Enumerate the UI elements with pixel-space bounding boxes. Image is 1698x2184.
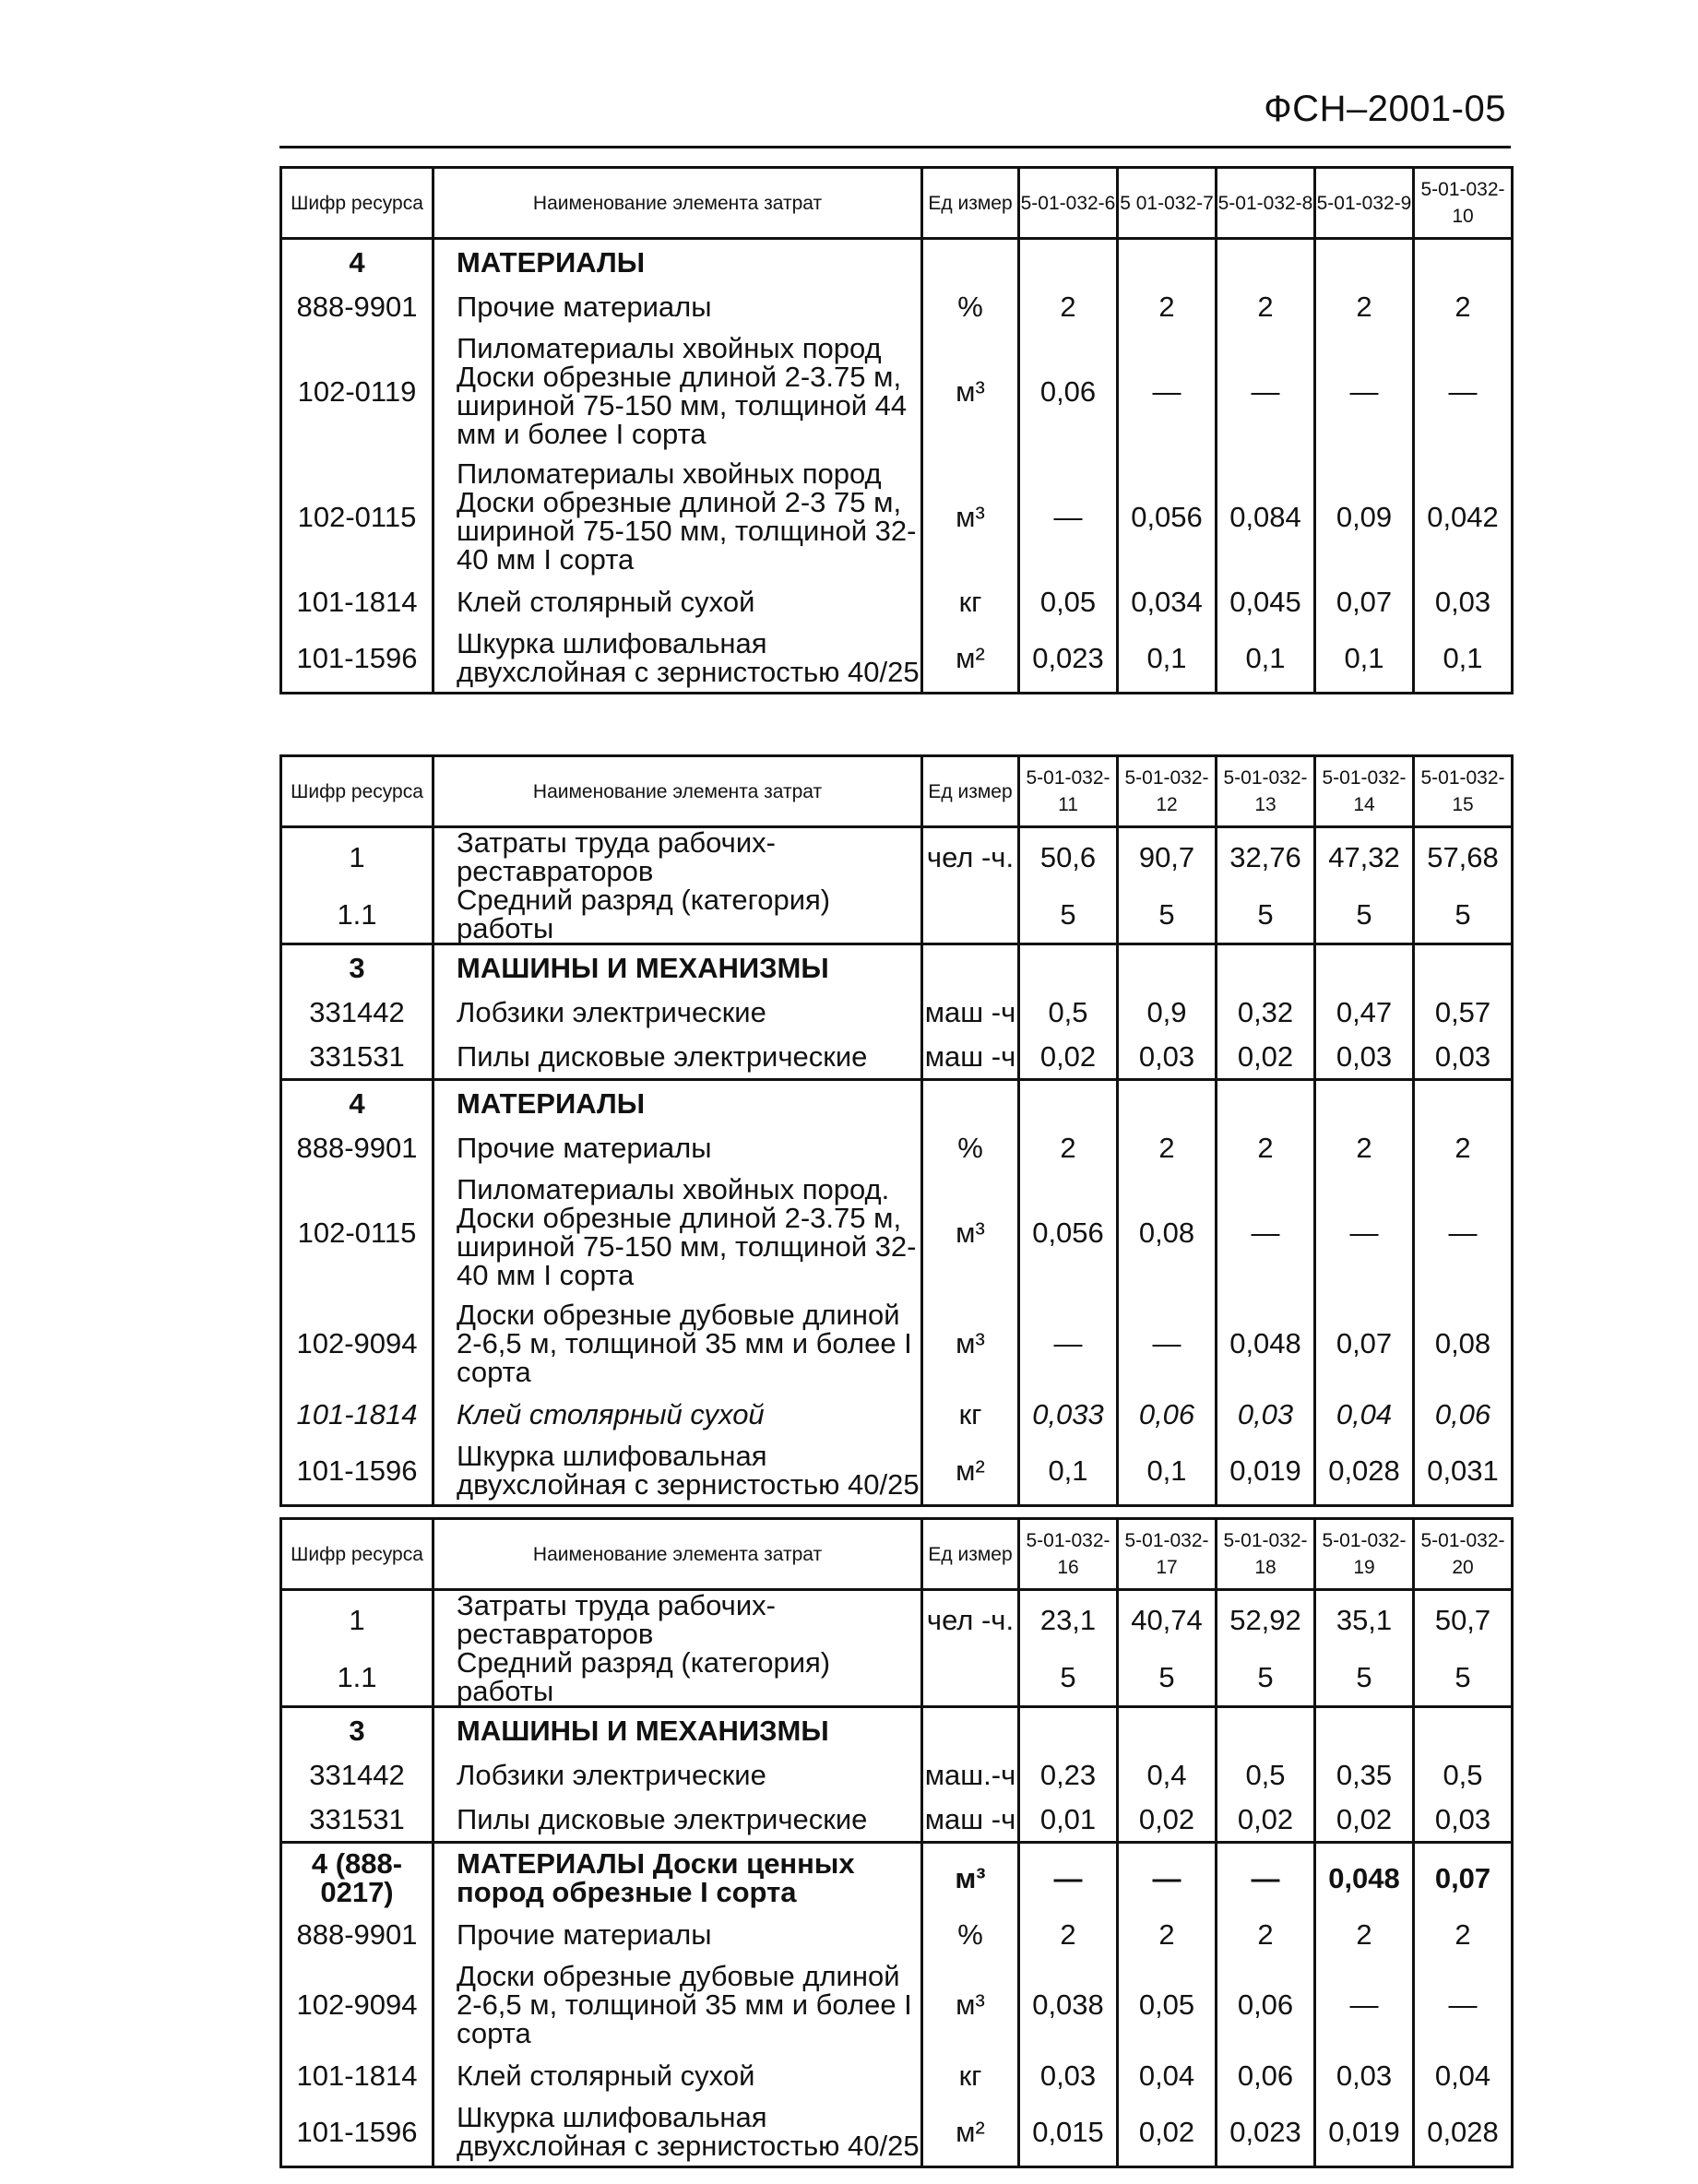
resource-code: 331531	[281, 1034, 433, 1080]
resource-code: 102-0119	[281, 328, 433, 454]
header-code: Шифр ресурса	[281, 168, 433, 239]
resource-name: Шкурка шлифовальная двухслойная с зернистостью 40/25	[433, 2097, 922, 2167]
table-row	[281, 1436, 1513, 1506]
norm-value: 0,03	[1414, 579, 1513, 623]
resource-code: 1	[281, 1590, 433, 1649]
unit-of-measure: м²	[922, 623, 1019, 694]
resource-code: 331442	[281, 990, 433, 1034]
unit-of-measure: маш -ч	[922, 990, 1019, 1034]
resource-code: 102-0115	[281, 454, 433, 579]
header-column-code: 5-01-032-11	[1019, 756, 1118, 827]
resource-code: 101-1596	[281, 623, 433, 694]
resource-name: Шкурка шлифовальная двухслойная с зернистостью 40/25	[433, 1436, 922, 1506]
norm-value: 0,1	[1217, 623, 1315, 694]
norm-value: 0,03	[1118, 1034, 1217, 1080]
norm-value	[1118, 944, 1217, 991]
norm-value: 0,06	[1019, 328, 1118, 454]
norm-value: 50,7	[1414, 1590, 1513, 1649]
table-row	[281, 1843, 1513, 1913]
norm-value: 0,32	[1217, 990, 1315, 1034]
resource-code: 3	[281, 944, 433, 991]
resource-name: Прочие материалы	[433, 284, 922, 328]
norm-value: —	[1118, 328, 1217, 454]
header-column-code: 5-01-032-18	[1217, 1519, 1315, 1590]
unit-of-measure: м³	[922, 328, 1019, 454]
table-row	[281, 1956, 1513, 2053]
norm-value	[1217, 1080, 1315, 1126]
norm-value: 0,03	[1315, 1034, 1414, 1080]
unit-of-measure: кг	[922, 2053, 1019, 2097]
header-column-code: 5-01-032-10	[1414, 168, 1513, 239]
norm-value: 0,04	[1414, 2053, 1513, 2097]
resource-name: Клей столярный сухой	[433, 579, 922, 623]
resource-code: 888-9901	[281, 284, 433, 328]
resource-name: Затраты труда рабочих-реставраторов	[433, 827, 922, 886]
norm-value: 0,47	[1315, 990, 1414, 1034]
norm-value: 0,015	[1019, 2097, 1118, 2167]
norm-value: 52,92	[1217, 1590, 1315, 1649]
norm-value: 0,02	[1019, 1034, 1118, 1080]
table-row	[281, 827, 1513, 886]
norm-value: 0,5	[1217, 1752, 1315, 1797]
resource-code: 101-1814	[281, 2053, 433, 2097]
norm-value: —	[1217, 1169, 1315, 1295]
norm-value: 2	[1414, 1125, 1513, 1169]
norm-value: 35,1	[1315, 1590, 1414, 1649]
header-column-code: 5-01-032-8	[1217, 168, 1315, 239]
norm-value: 5	[1414, 885, 1513, 944]
unit-of-measure	[922, 944, 1019, 991]
header-code: Шифр ресурса	[281, 1519, 433, 1590]
norm-value	[1019, 1080, 1118, 1126]
unit-of-measure: м²	[922, 1436, 1019, 1506]
resource-table-1	[279, 166, 1514, 694]
norm-value: 0,03	[1019, 2053, 1118, 2097]
norm-value: 0,084	[1217, 454, 1315, 579]
norm-value: 5	[1118, 885, 1217, 944]
table-row	[281, 885, 1513, 944]
norm-value: 2	[1315, 284, 1414, 328]
norm-value	[1019, 239, 1118, 285]
norm-value: 0,04	[1118, 2053, 1217, 2097]
table-row	[281, 284, 1513, 328]
table-row	[281, 1912, 1513, 1956]
table-row	[281, 1034, 1513, 1080]
norm-value	[1118, 239, 1217, 285]
resource-code: 101-1814	[281, 579, 433, 623]
resource-table-2	[279, 754, 1514, 1507]
norm-value: —	[1019, 1295, 1118, 1392]
norm-value: 0,1	[1414, 623, 1513, 694]
resource-code: 1.1	[281, 885, 433, 944]
table-row	[281, 990, 1513, 1034]
norm-value: 0,023	[1019, 623, 1118, 694]
norm-value: 0,02	[1217, 1034, 1315, 1080]
resource-name: Прочие материалы	[433, 1125, 922, 1169]
norm-value: 0,056	[1118, 454, 1217, 579]
unit-of-measure	[922, 1080, 1019, 1126]
norm-value: 0,07	[1315, 579, 1414, 623]
norm-value: 90,7	[1118, 827, 1217, 886]
norm-value: 0,05	[1019, 579, 1118, 623]
table-row	[281, 2053, 1513, 2097]
resource-name: Пиломатериалы хвойных пород. Доски обрезные длиной 2-3.75 м, шириной 75-150 мм, толщиной 32-40 мм I сорта	[433, 1169, 922, 1295]
norm-value: 2	[1118, 284, 1217, 328]
unit-of-measure: м³	[922, 454, 1019, 579]
norm-value: 0,03	[1315, 2053, 1414, 2097]
header-column-code: 5-01-032-19	[1315, 1519, 1414, 1590]
header-name: Наименование элемента затрат	[433, 1519, 922, 1590]
table-row	[281, 623, 1513, 694]
norm-value: —	[1217, 1843, 1315, 1913]
norm-value: 2	[1217, 1912, 1315, 1956]
norm-value: 0,048	[1315, 1843, 1414, 1913]
table-row	[281, 328, 1513, 454]
norm-value: 0,07	[1414, 1843, 1513, 1913]
table-row	[281, 239, 1513, 285]
norm-value: 2	[1414, 1912, 1513, 1956]
norm-value: 47,32	[1315, 827, 1414, 886]
resource-name: Доски обрезные дубовые длиной 2-6,5 м, толщиной 35 мм и более I сорта	[433, 1956, 922, 2053]
resource-code: 1.1	[281, 1648, 433, 1707]
norm-value: 0,04	[1315, 1392, 1414, 1436]
norm-value: 0,02	[1118, 2097, 1217, 2167]
unit-of-measure: кг	[922, 1392, 1019, 1436]
norm-value	[1414, 239, 1513, 285]
table-row	[281, 1080, 1513, 1126]
norm-value: 0,042	[1414, 454, 1513, 579]
header-column-code: 5-01-032-16	[1019, 1519, 1118, 1590]
header-column-code: 5 01-032-7	[1118, 168, 1217, 239]
norm-value: 0,02	[1217, 1797, 1315, 1843]
norm-value	[1315, 1707, 1414, 1753]
norm-value	[1217, 239, 1315, 285]
norm-value: 0,045	[1217, 579, 1315, 623]
header-rule	[279, 146, 1511, 148]
norm-value: 5	[1315, 1648, 1414, 1707]
norm-value: 0,1	[1118, 1436, 1217, 1506]
norm-value	[1019, 944, 1118, 991]
norm-value: 57,68	[1414, 827, 1513, 886]
resource-code: 102-9094	[281, 1295, 433, 1392]
norm-value: 0,028	[1315, 1436, 1414, 1506]
norm-value: 0,35	[1315, 1752, 1414, 1797]
resource-name: Шкурка шлифовальная двухслойная с зернистостью 40/25	[433, 623, 922, 694]
table-row	[281, 944, 1513, 991]
resource-name: МАТЕРИАЛЫ Доски ценных пород обрезные I сорта	[433, 1843, 922, 1913]
norm-value: 0,03	[1217, 1392, 1315, 1436]
norm-value: 0,9	[1118, 990, 1217, 1034]
norm-value: 5	[1019, 1648, 1118, 1707]
norm-value: 0,09	[1315, 454, 1414, 579]
norm-value: 0,033	[1019, 1392, 1118, 1436]
table-header-row	[281, 1519, 1513, 1590]
header-column-code: 5-01-032-17	[1118, 1519, 1217, 1590]
resource-name: МАШИНЫ И МЕХАНИЗМЫ	[433, 1707, 922, 1753]
header-code: Шифр ресурса	[281, 756, 433, 827]
norm-value: 2	[1414, 284, 1513, 328]
norm-value: 0,4	[1118, 1752, 1217, 1797]
norm-value: 0,019	[1217, 1436, 1315, 1506]
header-column-code: 5-01-032-12	[1118, 756, 1217, 827]
header-column-code: 5-01-032-9	[1315, 168, 1414, 239]
header-unit: Ед измер	[922, 168, 1019, 239]
norm-value: 0,048	[1217, 1295, 1315, 1392]
norm-value: —	[1315, 328, 1414, 454]
header-column-code: 5-01-032-6	[1019, 168, 1118, 239]
unit-of-measure: м³	[922, 1169, 1019, 1295]
norm-value	[1414, 1707, 1513, 1753]
norm-value: 2	[1118, 1125, 1217, 1169]
norm-value: 0,028	[1414, 2097, 1513, 2167]
norm-value: 0,034	[1118, 579, 1217, 623]
table-row	[281, 1169, 1513, 1295]
norm-value: 0,02	[1315, 1797, 1414, 1843]
unit-of-measure	[922, 1707, 1019, 1753]
norm-value: 2	[1217, 284, 1315, 328]
header-column-code: 5-01-032-14	[1315, 756, 1414, 827]
norm-value: 5	[1118, 1648, 1217, 1707]
norm-value: 0,02	[1118, 1797, 1217, 1843]
norm-value: 0,5	[1414, 1752, 1513, 1797]
unit-of-measure: кг	[922, 579, 1019, 623]
header-column-code: 5-01-032-15	[1414, 756, 1513, 827]
resource-table-3	[279, 1517, 1514, 2168]
document-code: ФСН–2001-05	[1264, 89, 1506, 129]
unit-of-measure: маш.-ч	[922, 1752, 1019, 1797]
norm-value: 2	[1019, 1125, 1118, 1169]
resource-name: Пиломатериалы хвойных пород Доски обрезные длиной 2-3.75 м, шириной 75-150 мм, толщиной 44 мм и более I сорта	[433, 328, 922, 454]
norm-value: 0,038	[1019, 1956, 1118, 2053]
norm-value: —	[1315, 1956, 1414, 2053]
norm-value: 0,08	[1118, 1169, 1217, 1295]
norm-value: 0,06	[1118, 1392, 1217, 1436]
norm-value: 2	[1019, 1912, 1118, 1956]
resource-code: 331531	[281, 1797, 433, 1843]
norm-value: —	[1217, 328, 1315, 454]
norm-value: 0,08	[1414, 1295, 1513, 1392]
table-header-row	[281, 168, 1513, 239]
resource-name: Лобзики электрические	[433, 1752, 922, 1797]
resource-code: 101-1596	[281, 2097, 433, 2167]
resource-name: Пилы дисковые электрические	[433, 1034, 922, 1080]
table-row	[281, 1797, 1513, 1843]
resource-name: МАШИНЫ И МЕХАНИЗМЫ	[433, 944, 922, 991]
norm-value: 0,01	[1019, 1797, 1118, 1843]
table-row	[281, 1707, 1513, 1753]
norm-value: 0,06	[1217, 2053, 1315, 2097]
norm-value: 0,1	[1118, 623, 1217, 694]
norm-value: 0,023	[1217, 2097, 1315, 2167]
resource-name: Средний разряд (категория) работы	[433, 885, 922, 944]
header-column-code: 5-01-032-20	[1414, 1519, 1513, 1590]
norm-value	[1118, 1707, 1217, 1753]
table-row	[281, 2097, 1513, 2167]
norm-value: 5	[1315, 885, 1414, 944]
norm-value: —	[1414, 1956, 1513, 2053]
norm-value	[1315, 239, 1414, 285]
resource-code: 4	[281, 239, 433, 285]
resource-name: Доски обрезные дубовые длиной 2-6,5 м, толщиной 35 мм и более I сорта	[433, 1295, 922, 1392]
norm-value	[1118, 1080, 1217, 1126]
header-name: Наименование элемента затрат	[433, 168, 922, 239]
norm-value: 2	[1019, 284, 1118, 328]
header-unit: Ед измер	[922, 1519, 1019, 1590]
resource-name: МАТЕРИАЛЫ	[433, 239, 922, 285]
unit-of-measure: чел -ч.	[922, 1590, 1019, 1649]
norm-value: 50,6	[1019, 827, 1118, 886]
norm-value: 0,031	[1414, 1436, 1513, 1506]
norm-value: 40,74	[1118, 1590, 1217, 1649]
resource-code: 888-9901	[281, 1912, 433, 1956]
unit-of-measure: %	[922, 1912, 1019, 1956]
resource-name: МАТЕРИАЛЫ	[433, 1080, 922, 1126]
resource-code: 888-9901	[281, 1125, 433, 1169]
table-header-row	[281, 756, 1513, 827]
norm-value: 5	[1217, 885, 1315, 944]
norm-value: 0,06	[1217, 1956, 1315, 2053]
resource-code: 102-9094	[281, 1956, 433, 2053]
resource-code: 331442	[281, 1752, 433, 1797]
header-column-code: 5-01-032-13	[1217, 756, 1315, 827]
unit-of-measure: м³	[922, 1295, 1019, 1392]
norm-value	[1217, 944, 1315, 991]
norm-value	[1315, 944, 1414, 991]
norm-value: 0,056	[1019, 1169, 1118, 1295]
norm-value: 0,07	[1315, 1295, 1414, 1392]
table-row	[281, 1590, 1513, 1649]
resource-name: Пилы дисковые электрические	[433, 1797, 922, 1843]
table-row	[281, 1392, 1513, 1436]
unit-of-measure	[922, 885, 1019, 944]
norm-value: —	[1414, 1169, 1513, 1295]
norm-value	[1414, 944, 1513, 991]
resource-name: Клей столярный сухой	[433, 2053, 922, 2097]
unit-of-measure: м³	[922, 1843, 1019, 1913]
norm-value: 32,76	[1217, 827, 1315, 886]
unit-of-measure: чел -ч.	[922, 827, 1019, 886]
norm-value: —	[1315, 1169, 1414, 1295]
norm-value	[1217, 1707, 1315, 1753]
unit-of-measure: м²	[922, 2097, 1019, 2167]
unit-of-measure: %	[922, 1125, 1019, 1169]
norm-value: 2	[1315, 1912, 1414, 1956]
norm-value: 0,019	[1315, 2097, 1414, 2167]
unit-of-measure: маш -ч	[922, 1034, 1019, 1080]
norm-value: —	[1414, 328, 1513, 454]
norm-value: 5	[1414, 1648, 1513, 1707]
norm-value: 0,06	[1414, 1392, 1513, 1436]
header-unit: Ед измер	[922, 756, 1019, 827]
norm-value: 0,03	[1414, 1797, 1513, 1843]
resource-name: Клей столярный сухой	[433, 1392, 922, 1436]
table-row	[281, 1752, 1513, 1797]
norm-value: 23,1	[1019, 1590, 1118, 1649]
resource-code: 102-0115	[281, 1169, 433, 1295]
header-name: Наименование элемента затрат	[433, 756, 922, 827]
norm-value: 0,05	[1118, 1956, 1217, 2053]
norm-value: 5	[1217, 1648, 1315, 1707]
resource-name: Средний разряд (категория) работы	[433, 1648, 922, 1707]
norm-value: 0,57	[1414, 990, 1513, 1034]
norm-value: —	[1019, 454, 1118, 579]
norm-value: —	[1118, 1843, 1217, 1913]
unit-of-measure: маш -ч	[922, 1797, 1019, 1843]
resource-code: 4 (888-0217)	[281, 1843, 433, 1913]
norm-value: 0,03	[1414, 1034, 1513, 1080]
unit-of-measure: м³	[922, 1956, 1019, 2053]
norm-value	[1315, 1080, 1414, 1126]
resource-code: 4	[281, 1080, 433, 1126]
resource-code: 101-1814	[281, 1392, 433, 1436]
norm-value: 0,1	[1315, 623, 1414, 694]
table-row	[281, 579, 1513, 623]
unit-of-measure	[922, 239, 1019, 285]
norm-value	[1414, 1080, 1513, 1126]
resource-code: 1	[281, 827, 433, 886]
resource-code: 3	[281, 1707, 433, 1753]
norm-value	[1019, 1707, 1118, 1753]
norm-value: 0,23	[1019, 1752, 1118, 1797]
table-row	[281, 1648, 1513, 1707]
resource-name: Затраты труда рабочих-реставраторов	[433, 1590, 922, 1649]
resource-name: Лобзики электрические	[433, 990, 922, 1034]
table-row	[281, 454, 1513, 579]
resource-name: Прочие материалы	[433, 1912, 922, 1956]
norm-value: 2	[1217, 1125, 1315, 1169]
resource-name: Пиломатериалы хвойных пород Доски обрезные длиной 2-3 75 м, шириной 75-150 мм, толщиной 32-40 мм I сорта	[433, 454, 922, 579]
unit-of-measure	[922, 1648, 1019, 1707]
table-row	[281, 1125, 1513, 1169]
norm-value: 2	[1315, 1125, 1414, 1169]
norm-value: 0,5	[1019, 990, 1118, 1034]
norm-value: 2	[1118, 1912, 1217, 1956]
unit-of-measure: %	[922, 284, 1019, 328]
resource-code: 101-1596	[281, 1436, 433, 1506]
norm-value: —	[1019, 1843, 1118, 1913]
norm-value: —	[1118, 1295, 1217, 1392]
table-row	[281, 1295, 1513, 1392]
norm-value: 5	[1019, 885, 1118, 944]
norm-value: 0,1	[1019, 1436, 1118, 1506]
